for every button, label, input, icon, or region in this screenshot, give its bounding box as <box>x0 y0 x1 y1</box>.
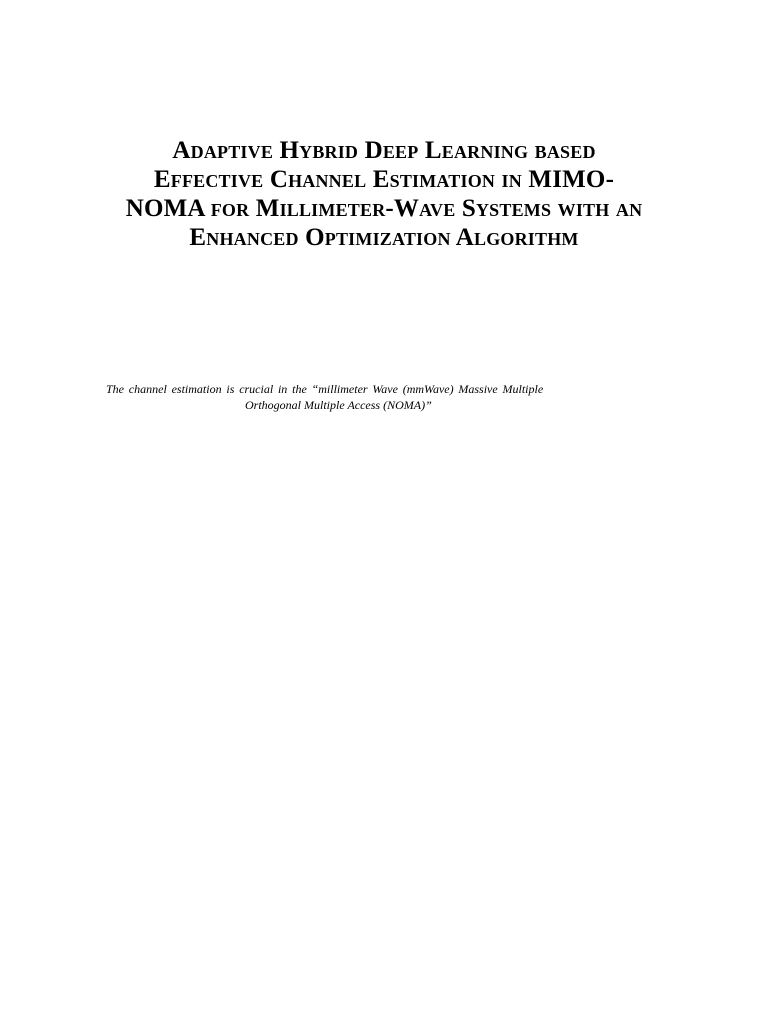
paper-title-line-3: NOMA for Millimeter-Wave Systems with an <box>125 195 643 222</box>
abstract-snippet <box>106 381 626 413</box>
abstract-line-1: The channel estimation is crucial in the “millimeter Wave (mmWave) Massive Multiple <box>106 382 544 396</box>
abstract-line-2: Orthogonal Multiple Access (NOMA)” <box>245 398 432 412</box>
paper-title-line-4: Enhanced Optimization Algorithm <box>189 224 579 251</box>
paper-title-line-1: Adaptive Hybrid Deep Learning based <box>172 137 596 164</box>
paper-title <box>84 136 684 252</box>
paper-title-line-2: Effective Channel Estimation in MIMO- <box>153 166 615 193</box>
